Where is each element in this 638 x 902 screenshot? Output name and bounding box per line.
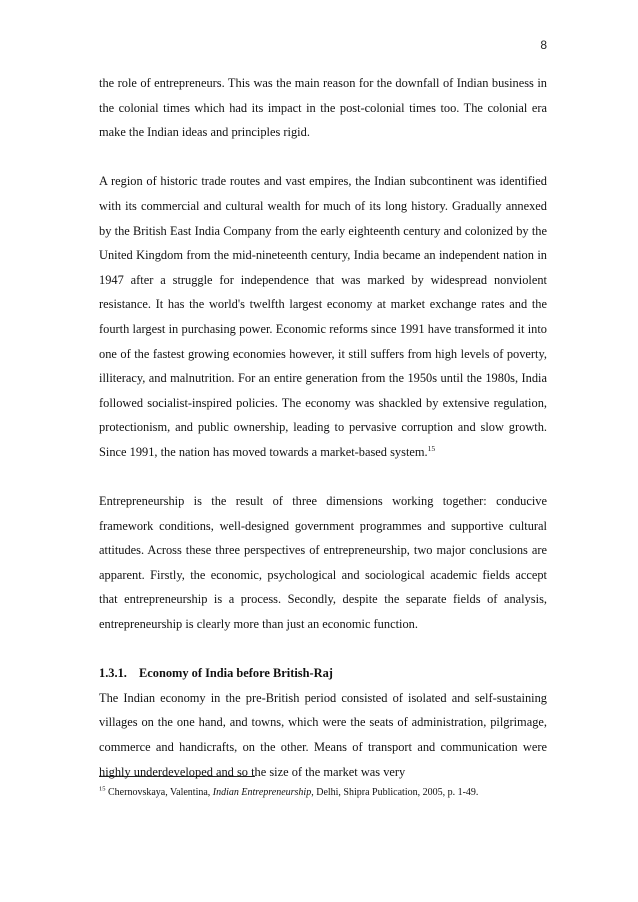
footnote-author: Chernovskaya, Valentina, <box>108 787 213 798</box>
page-number: 8 <box>540 38 547 52</box>
paragraph-pre-british-economy: The Indian economy in the pre-British period consisted of isolated and self-sustaining villages on the one hand, and towns, which were the seats of administration, pilgrimage, commerce and handicrafts, on the other. Means of transport and communication were highly underdeveloped and so the size of the market was very <box>99 690 547 779</box>
section-title: Economy of India before British-Raj <box>139 666 333 681</box>
footnote-book-title: Indian Entrepreneurship <box>212 787 312 798</box>
paragraph-spacer <box>99 465 547 490</box>
footnote-mark: 15 <box>99 785 106 793</box>
page-body <box>99 71 547 784</box>
paragraph-spacer <box>99 145 547 170</box>
paragraph-entrepreneurship-dimensions: Entrepreneurship is the result of three dimensions working together: conducive framework conditions, well-designed government programmes and supportive cultural attitudes. Across these three perspectives of entrepreneurship, two major conclusions are apparent. Firstly, the economic, psychological and sociological academic fields accept that entrepreneurship is a process. Secondly, despite the separate fields of analysis, entrepreneurship is clearly more than just an economic function. <box>99 494 547 632</box>
footnote-reference[interactable]: 15 <box>427 443 436 453</box>
footnote-publication: , Delhi, Shipra Publication, 2005, p. 1-49. <box>311 787 479 798</box>
section-number: 1.3.1. <box>99 666 127 681</box>
section-heading <box>99 661 547 686</box>
paragraph-spacer <box>99 637 547 662</box>
footnote-separator <box>99 776 255 777</box>
paragraph-indian-subcontinent <box>99 169 547 464</box>
paragraph-indian-subcontinent-text: A region of historic trade routes and vast empires, the Indian subcontinent was identified with its commercial and cultural wealth for much of its long history. Gradually annexed by the British East India Company from the early eighteenth century and colonized by the United Kingdom from the mid-nineteenth century, India became an independent nation in 1947 after a struggle for independence that was marked by widespread nonviolent resistance. It has the world's twelfth largest economy at market exchange rates and the fourth largest in purchasing power. Economic reforms since 1991 have transformed it into one of the fastest growing economies however, it still suffers from high levels of poverty, illiteracy, and malnutrition. For an entire generation from the 1950s until the 1980s, India followed socialist-inspired policies. The economy was shackled by extensive regulation, protectionism, and public ownership, leading to pervasive corruption and slow growth. Since 1991, the nation has moved towards a market-based system. <box>99 174 547 459</box>
paragraph-colonial-impact: the role of entrepreneurs. This was the main reason for the downfall of Indian business in the colonial times which had its impact in the post-colonial times too. The colonial era make the Indian ideas and principles rigid. <box>99 76 547 140</box>
footnote <box>99 786 559 800</box>
